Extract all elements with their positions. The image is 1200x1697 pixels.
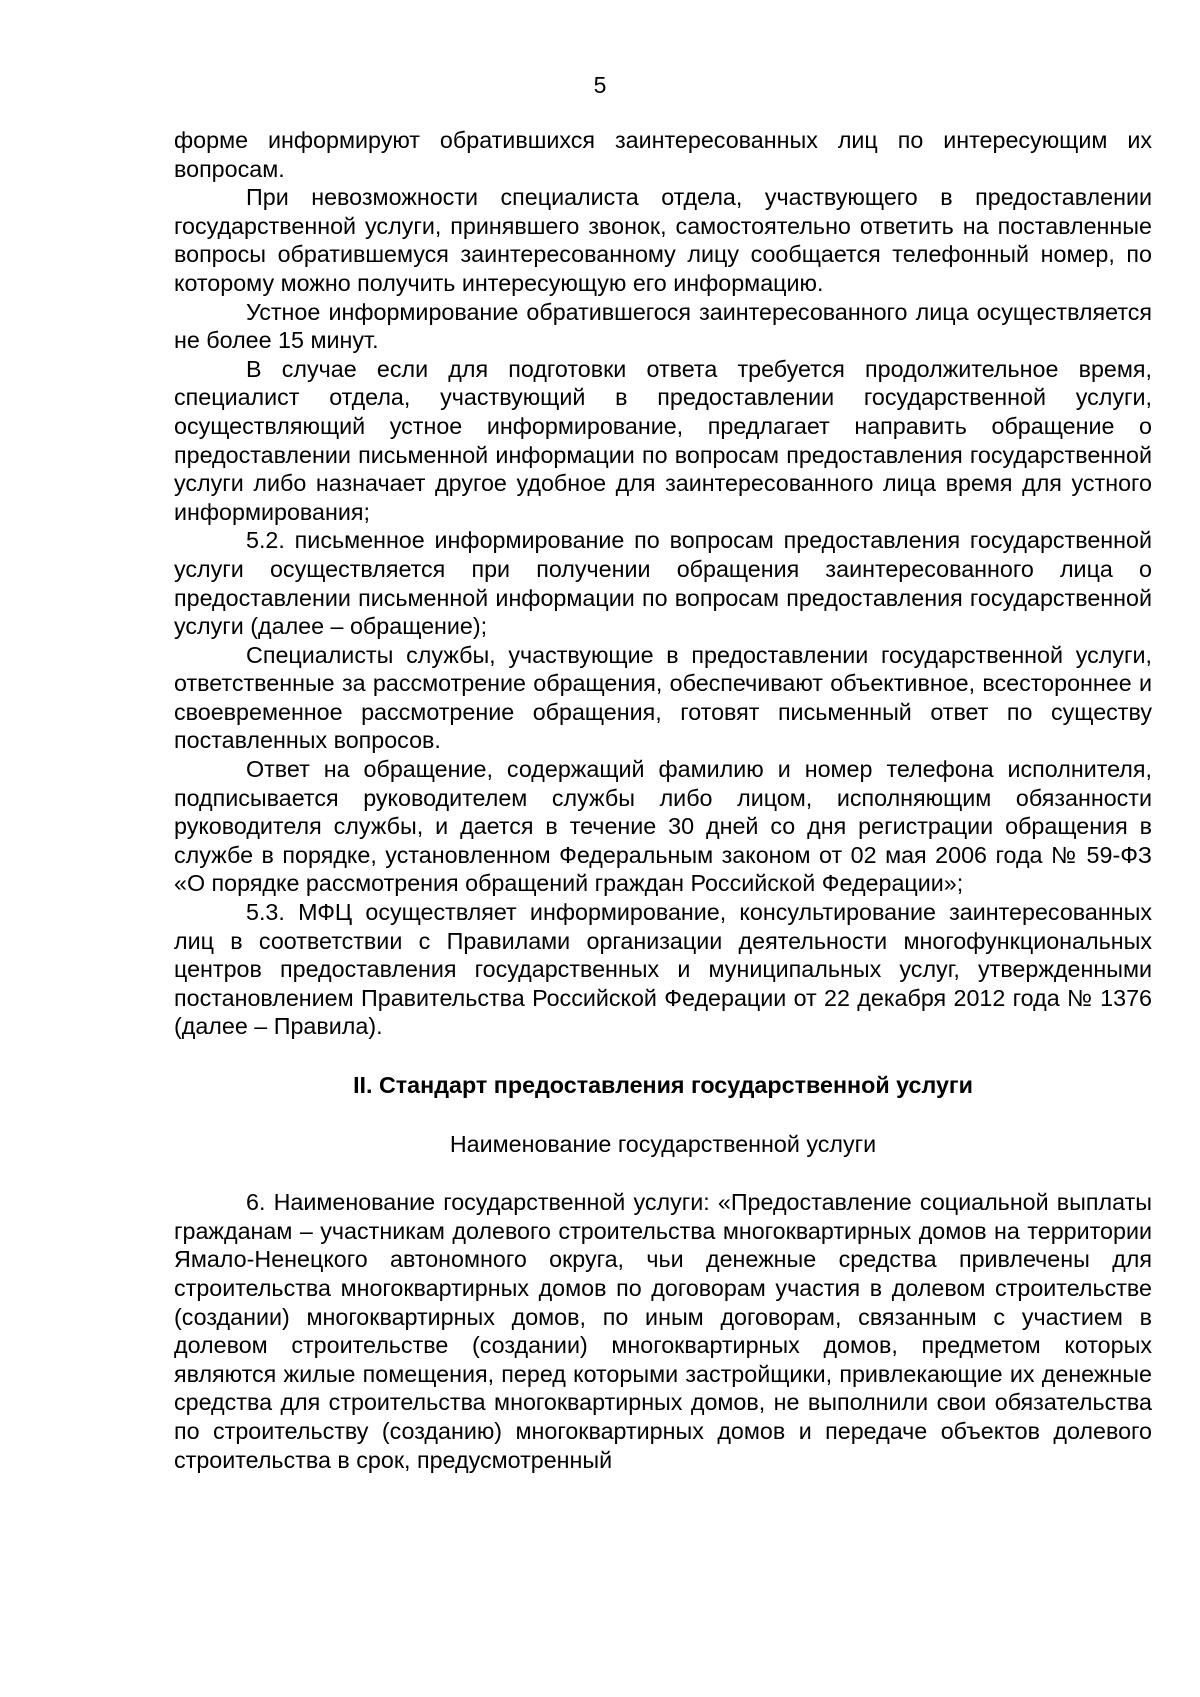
paragraph-long-answer: В случае если для подготовки ответа требуется продолжительное время, специалист отдела, участвующий в предоставлении государственной услуги, осуществляющий устное информирование, предлагает направить обращение о предоставлении письменной информации по вопросам предоставления государственной услуги либо назначает другое удобное для заинтересованного лица время для устного информирования; (174, 355, 1152, 525)
paragraph-specialists: Специалисты службы, участвующие в предоставлении государственной услуги, ответственные за рассмотрение обращения, обеспечивают объективное, всестороннее и своевременное рассмотрение обращения, готовят письменный ответ по существу поставленных вопросов. (174, 641, 1152, 754)
page-number: 5 (593, 72, 607, 98)
paragraph-5-2-written-info: 5.2. письменное информирование по вопросам предоставления государственной услуги осуществляется при получении обращения заинтересованного лица о предоставлении письменной информации по вопросам предоставления государственной услуги (далее – обращение); (174, 527, 1152, 640)
section-heading: II. Стандарт предоставления государственной услуги (353, 1072, 973, 1098)
paragraph-phone-fallback: При невозможности специалиста отдела, участвующего в предоставлении государственной услуги, принявшего звонок, самостоятельно ответить на поставленные вопросы обратившемуся заинтересованному лицу сообщается телефонный номер, по которому можно получить интересующую его информацию. (174, 184, 1152, 296)
paragraph-answer: Ответ на обращение, содержащий фамилию и номер телефона исполнителя, подписывается руководителем службы либо лицом, исполняющим обязанности руководителя службы, и дается в течение 30 дней со дня регистрации обращения в службе в порядке, установленном Федеральным законом от 02 мая 2006 года № 59-ФЗ «О порядке рассмотрения обращений граждан Российской Федерации»; (174, 756, 1152, 897)
sub-heading: Наименование государственной услуги (449, 1130, 877, 1157)
paragraph-5-3-mfc: 5.3. МФЦ осуществляет информирование, консультирование заинтересованных лиц в соответствии с Правилами организации деятельности многофункциональных центров предоставления государственных и муниципальных услуг, утвержденными постановлением Правительства Российской Федерации от 22 декабря 2012 года № 1376 (далее – Правила). (174, 899, 1152, 1040)
paragraph-oral-duration: Устное информирование обратившегося заинтересованного лица осуществляется не более 15 минут. (174, 298, 1152, 354)
paragraph-continuation: форме информируют обратившихся заинтересованных лиц по интересующим их вопросам. (174, 127, 1152, 182)
paragraph-6-service-name: 6. Наименование государственной услуги: «Предоставление социальной выплаты гражданам – участникам долевого строительства многоквартирных домов на территории Ямало-Ненецкого автономного округа, чьи денежные средства привлечены для строительства многоквартирных домов по договорам участия в долевом строительстве (создании) многоквартирных домов, по иным договорам, связанным с участием в долевом строительстве (создании) многоквартирных домов, предметом которых являются жилые помещения, перед которыми застройщики, привлекающие их денежные средства для строительства многоквартирных домов, не выполнили свои обязательства по строительству (созданию) многоквартирных домов и передаче объектов долевого строительства в срок, предусмотренный (174, 1189, 1152, 1473)
document-body (174, 126, 1152, 1474)
